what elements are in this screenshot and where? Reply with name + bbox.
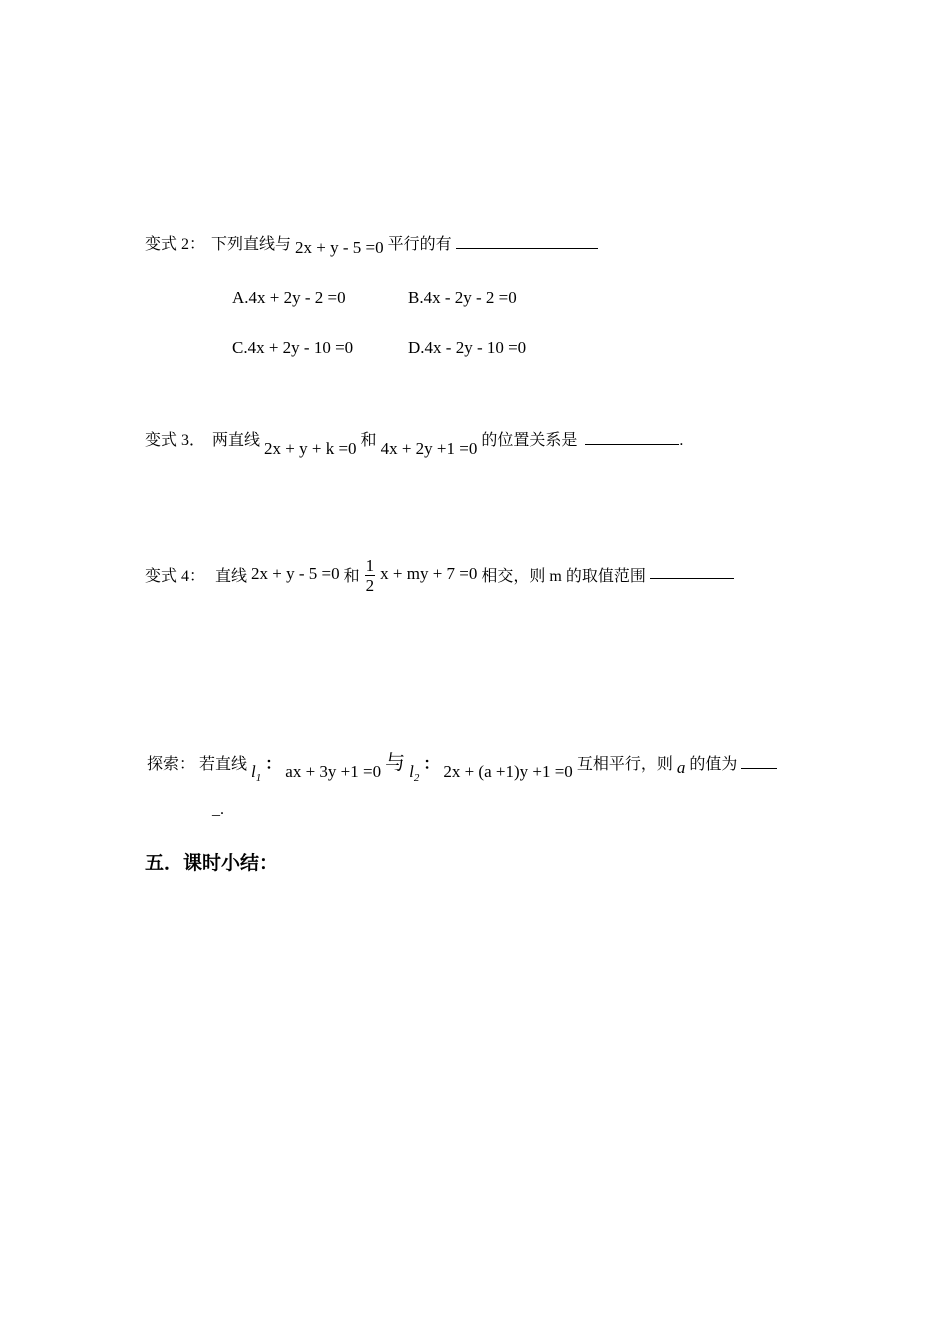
- l1-subscript: 1: [255, 772, 262, 784]
- variant2-answer-blank[interactable]: [456, 232, 598, 249]
- variant4-text2: 和: [343, 568, 360, 585]
- option-c-text: C.4x + 2y - 10 =0: [232, 338, 354, 357]
- variant3-eq1: 2x + y + k =0: [264, 439, 357, 458]
- explore-eq2: 2x + (a +1)y +1 =0: [443, 762, 573, 781]
- variant2-option-d: [408, 338, 526, 358]
- option-d-text: D.4x - 2y - 10 =0: [408, 338, 527, 357]
- variant4-eq2: x + my + 7 =0: [380, 564, 478, 583]
- explore-l2: $l_2$: [409, 762, 420, 784]
- option-a-text: A.4x + 2y - 2 =0: [232, 288, 346, 307]
- explore-eq1: ax + 3y +1 =0: [285, 762, 382, 781]
- variant2-option-a: [232, 288, 346, 308]
- variant2-option-b: [408, 288, 517, 308]
- explore-continuation: [212, 800, 224, 820]
- variant4-eq1: 2x + y - 5 =0: [251, 564, 340, 583]
- variant3-eq2: 4x + 2y +1 =0: [380, 439, 478, 458]
- variant2-question: [145, 232, 598, 255]
- variant2-equation: 2x + y - 5 =0: [295, 238, 384, 257]
- variant3-text2: 和: [360, 432, 377, 449]
- explore-text4: 的值为: [689, 756, 738, 773]
- fraction-numerator: 1: [365, 555, 375, 575]
- variant4-text1: 直线: [215, 568, 248, 585]
- variant4-question: [145, 554, 734, 598]
- variant2-text1: 下列直线与: [211, 236, 292, 253]
- variant3-answer-blank[interactable]: [585, 428, 679, 445]
- variant2-text2: 平行的有: [387, 236, 452, 253]
- variant3-label: 变式 3．: [145, 432, 206, 449]
- explore-continuation-text: _.: [212, 801, 224, 818]
- explore-text1: 若直线: [199, 756, 248, 773]
- explore-question: [147, 752, 777, 786]
- variant2-option-c: [232, 338, 353, 358]
- option-b-text: B.4x - 2y - 2 =0: [408, 288, 517, 307]
- variant4-answer-blank[interactable]: [650, 562, 734, 579]
- explore-var: a: [676, 758, 686, 777]
- variant4-label: 变式 4：: [145, 568, 206, 585]
- l2-subscript: 2: [413, 772, 420, 784]
- variant3-text1: 两直线: [212, 432, 261, 449]
- variant4-fraction: [365, 556, 376, 595]
- variant3-question: [145, 428, 684, 458]
- section5-heading: 五．课时小结：: [145, 852, 279, 874]
- explore-colon2: ：: [423, 756, 440, 773]
- explore-label: 探索：: [147, 754, 196, 773]
- explore-colon1: ：: [265, 756, 282, 773]
- variant3-end: .: [679, 432, 684, 449]
- explore-text2: 与: [385, 752, 406, 774]
- explore-l1: $l_1$: [251, 762, 262, 784]
- variant4-text3: 相交，则 m 的取值范围: [481, 568, 646, 585]
- explore-answer-blank[interactable]: [741, 752, 777, 769]
- variant3-text3: 的位置关系是: [481, 432, 578, 449]
- fraction-denominator: 2: [365, 575, 375, 595]
- explore-text3: 互相平行，则: [576, 756, 673, 773]
- variant2-label: 变式 2：: [145, 236, 206, 253]
